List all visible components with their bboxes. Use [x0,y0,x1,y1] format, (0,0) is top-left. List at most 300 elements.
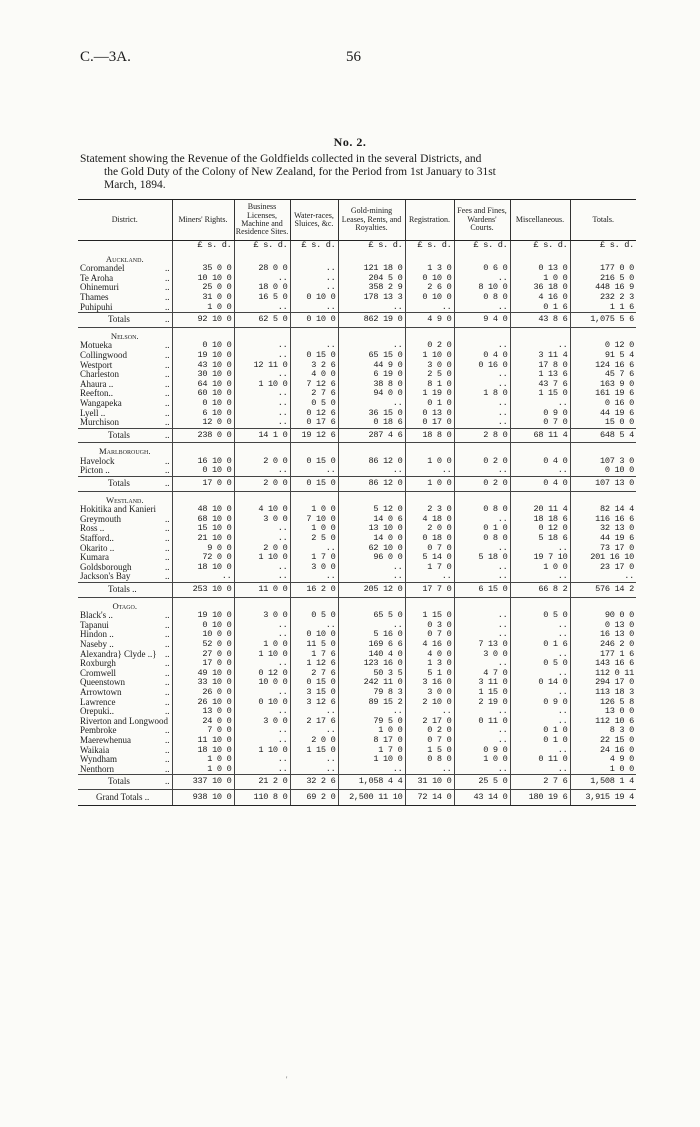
amount-cell: .. [454,544,510,554]
empty-cell [338,491,405,505]
amount-cell: 0 3 0 [405,621,454,631]
amount-cell: 5 12 0 [338,505,405,515]
amount-cell: .. [510,544,570,554]
amount-cell: 1 15 0 [405,611,454,621]
amount-cell: 19 12 6 [290,428,338,443]
amount-cell: 205 12 0 [338,583,405,598]
amount-cell: .. [454,611,510,621]
amount-cell: 21 10 0 [172,534,234,544]
district-label: Totals [108,429,130,440]
leader-dots: .. [165,302,170,312]
table-row [78,361,636,371]
empty-cell [405,443,454,457]
empty-cell [338,251,405,265]
district-name [78,572,172,582]
amount-cell: .. [234,351,290,361]
table-row [78,563,636,573]
amount-cell: .. [454,418,510,428]
empty-cell [510,491,570,505]
amount-cell: 0 10 0 [405,274,454,284]
leader-dots: .. [165,562,170,572]
amount-cell: .. [290,303,338,313]
amount-cell: 33 10 0 [172,678,234,688]
district-name [78,351,172,361]
leader-dots: .. [165,408,170,418]
amount-cell: 862 19 0 [338,313,405,328]
totals-row [78,428,636,443]
amount-cell: 66 8 2 [510,583,570,598]
amount-cell: .. [510,717,570,727]
leader-dots: .. [165,553,170,563]
leader-dots: .. [165,764,170,774]
amount-cell: 0 8 0 [454,293,510,303]
amount-cell: 1 0 0 [338,726,405,736]
totals-row [78,313,636,328]
amount-cell: .. [454,515,510,525]
amount-cell: 6 15 0 [454,583,510,598]
table-row [78,650,636,660]
amount-cell: 31 0 0 [172,293,234,303]
district-name [78,418,172,428]
amount-cell: 5 14 0 [405,553,454,563]
empty-cell [570,597,636,611]
amount-cell: 32 13 0 [570,524,636,534]
leader-dots: .. [165,456,170,466]
amount-cell: 65 5 0 [338,611,405,621]
amount-cell: .. [454,399,510,409]
amount-cell: 107 13 0 [570,477,636,492]
district-name [78,563,172,573]
amount-cell: 0 17 0 [405,418,454,428]
amount-cell: .. [405,303,454,313]
amount-cell: 0 10 0 [234,698,290,708]
amount-cell: 18 0 0 [234,283,290,293]
amount-cell: 8 17 0 [338,736,405,746]
amount-cell: .. [338,399,405,409]
district-label: Arrowtown [80,687,122,697]
amount-cell: 0 1 0 [510,736,570,746]
empty-cell [405,327,454,341]
district-label: Charleston [80,370,119,380]
amount-cell: 1 7 0 [338,746,405,756]
amount-cell: 0 12 0 [570,341,636,351]
empty-cell [454,443,510,457]
amount-cell: 5 16 0 [338,630,405,640]
amount-cell: .. [234,389,290,399]
amount-cell: .. [290,283,338,293]
amount-cell: 0 10 0 [172,621,234,631]
amount-cell: 20 11 4 [510,505,570,515]
leader-dots: .. [165,687,170,697]
table-row [78,283,636,293]
leader-dots: .. [165,478,170,489]
amount-cell: 9 4 0 [454,313,510,328]
amount-cell: 0 4 0 [510,477,570,492]
district-label: Coromandel [80,264,125,274]
amount-cell: 143 16 6 [570,659,636,669]
table-row [78,765,636,775]
district-label: Cromwell [80,668,116,678]
amount-cell: 178 13 3 [338,293,405,303]
amount-cell: 4 0 0 [290,370,338,380]
amount-cell: 19 10 0 [172,351,234,361]
col-header-gold-mining-leases: Gold-mining Leases, Rents, and Royalties. [338,200,405,241]
district-label: Murchison [80,418,119,428]
amount-cell: 10 10 0 [172,274,234,284]
amount-cell: 3 11 0 [454,678,510,688]
table-row [78,717,636,727]
district-name [78,726,172,736]
leader-dots: .. [165,534,170,544]
table-row [78,264,636,274]
amount-cell: 10 0 0 [172,630,234,640]
amount-cell: 163 9 0 [570,380,636,390]
table-row [78,707,636,717]
amount-cell: 18 18 6 [510,515,570,525]
amount-cell: 0 4 0 [454,351,510,361]
amount-cell: 14 1 0 [234,428,290,443]
amount-cell: .. [510,707,570,717]
district-name [78,303,172,313]
leader-dots: .. [165,697,170,707]
amount-cell: .. [405,707,454,717]
amount-cell: 161 19 6 [570,389,636,399]
amount-cell: 3 0 0 [454,650,510,660]
amount-cell: 2 8 0 [454,428,510,443]
table-row [78,698,636,708]
amount-cell: 44 19 6 [570,409,636,419]
table-row [78,726,636,736]
amount-cell: 0 13 0 [510,264,570,274]
document-number: No. 2. [333,135,367,149]
leader-dots: .. [165,429,170,440]
title-line-3: March, 1894. [104,179,166,191]
page-reference: C.—3A. [80,49,131,65]
amount-cell: 576 14 2 [570,583,636,598]
amount-cell: 0 4 0 [510,457,570,467]
amount-cell: 0 7 0 [405,630,454,640]
amount-cell: 0 2 0 [405,726,454,736]
district-heading: Marlborough. [99,446,151,457]
amount-cell: 0 18 6 [338,418,405,428]
district-label: Black's .. [80,611,113,621]
amount-cell: 0 15 0 [290,457,338,467]
amount-cell: .. [454,303,510,313]
amount-cell: 0 5 0 [290,611,338,621]
amount-cell: 1 10 0 [234,650,290,660]
amount-cell: 1,075 5 6 [570,313,636,328]
amount-cell: 89 15 2 [338,698,405,708]
amount-cell: 4 18 0 [405,515,454,525]
amount-cell: 1 0 0 [405,477,454,492]
amount-cell: 2 6 0 [405,283,454,293]
amount-cell: .. [290,466,338,476]
amount-cell: 6 19 0 [338,370,405,380]
amount-cell: 0 8 0 [454,505,510,515]
amount-cell: 201 16 10 [570,553,636,563]
empty-cell [338,443,405,457]
empty-cell [172,491,234,505]
amount-cell: .. [234,726,290,736]
amount-cell: 232 2 3 [570,293,636,303]
amount-cell: .. [234,707,290,717]
amount-cell: 140 4 0 [338,650,405,660]
amount-cell: 0 10 0 [290,313,338,328]
amount-cell: 68 11 4 [510,428,570,443]
amount-cell: .. [510,341,570,351]
amount-cell: 90 0 0 [570,611,636,621]
district-label: Lawrence [80,697,116,707]
amount-cell: 14 0 6 [338,515,405,525]
table-row [78,274,636,284]
district-label: Pembroke [80,726,117,736]
district-heading-row [78,491,636,505]
amount-cell: 648 5 4 [570,428,636,443]
amount-cell: 1 7 0 [405,563,454,573]
district-name [78,409,172,419]
amount-cell: .. [234,418,290,428]
table-row [78,466,636,476]
amount-cell: .. [290,341,338,351]
leader-dots: .. [165,611,170,621]
col-header-water-races: Water-races, Sluices, &c. [290,200,338,241]
amount-cell: .. [510,572,570,582]
amount-cell: 31 10 0 [405,775,454,790]
empty-cell [570,443,636,457]
amount-cell: 123 16 0 [338,659,405,669]
district-label: Motueka [80,341,112,351]
amount-cell: 180 19 6 [510,789,570,806]
amount-cell: 3 11 4 [510,351,570,361]
amount-cell: 5 18 6 [510,534,570,544]
amount-cell: 17 0 0 [172,659,234,669]
amount-cell: 1 0 0 [172,765,234,775]
amount-cell: 358 2 9 [338,283,405,293]
amount-cell: 72 14 0 [405,789,454,806]
empty-cell [454,251,510,265]
amount-cell: 0 11 0 [510,755,570,765]
amount-cell: .. [454,765,510,775]
amount-cell: .. [234,736,290,746]
district-name [78,765,172,775]
amount-cell: 19 10 0 [172,611,234,621]
leader-dots: .. [165,360,170,370]
units-label [78,241,172,251]
unit-cell: £ s. d. [454,241,510,251]
amount-cell: 253 10 0 [172,583,234,598]
amount-cell: 23 17 0 [570,563,636,573]
amount-cell: 6 10 0 [172,409,234,419]
empty-cell [234,327,290,341]
district-name [78,457,172,467]
amount-cell: .. [234,466,290,476]
table-row [78,399,636,409]
amount-cell: 2 0 0 [234,457,290,467]
amount-cell: .. [234,572,290,582]
table-row [78,303,636,313]
amount-cell: 0 15 0 [290,477,338,492]
empty-cell [234,597,290,611]
leader-dots: .. [165,735,170,745]
amount-cell: .. [454,736,510,746]
amount-cell: 43 8 6 [510,313,570,328]
amount-cell: .. [454,726,510,736]
amount-cell: .. [234,659,290,669]
leader-dots: .. [165,314,170,325]
amount-cell: 26 10 0 [172,698,234,708]
amount-cell: 3 12 6 [290,698,338,708]
amount-cell: 45 7 6 [570,370,636,380]
table-row [78,755,636,765]
district-name [78,583,172,598]
amount-cell: 69 2 0 [290,789,338,806]
amount-cell: 21 2 0 [234,775,290,790]
amount-cell: 48 10 0 [172,505,234,515]
district-label: Totals [108,776,130,787]
district-name [78,466,172,476]
district-name [78,293,172,303]
district-name [78,736,172,746]
table-row [78,534,636,544]
amount-cell: 26 0 0 [172,688,234,698]
amount-cell: 0 6 0 [454,264,510,274]
amount-cell: .. [234,370,290,380]
amount-cell: 15 0 0 [570,418,636,428]
amount-cell: 4 16 0 [510,293,570,303]
amount-cell: 28 0 0 [234,264,290,274]
title-line-1: Statement showing the Revenue of the Goldfields collected in the several Districts, and [80,153,482,165]
amount-cell: 52 0 0 [172,640,234,650]
district-name [78,717,172,727]
district-name [78,515,172,525]
amount-cell: 112 10 6 [570,717,636,727]
amount-cell: 1,058 4 4 [338,775,405,790]
amount-cell: 4 10 0 [234,505,290,515]
unit-cell: £ s. d. [234,241,290,251]
amount-cell: 216 5 0 [570,274,636,284]
leader-dots: .. [165,659,170,669]
totals-row [78,477,636,492]
table-row [78,621,636,631]
amount-cell: 36 15 0 [338,409,405,419]
empty-cell [454,327,510,341]
amount-cell: .. [290,726,338,736]
amount-cell: 0 9 0 [510,409,570,419]
district-heading-row [78,443,636,457]
amount-cell: 1 1 6 [570,303,636,313]
statement-title [80,153,635,192]
amount-cell: 3 2 6 [290,361,338,371]
amount-cell: 86 12 0 [338,457,405,467]
amount-cell: 2 3 0 [405,505,454,515]
amount-cell: 0 12 0 [510,524,570,534]
district-label: Okarito .. [80,543,115,553]
amount-cell: 15 10 0 [172,524,234,534]
district-name [78,361,172,371]
amount-cell: .. [454,409,510,419]
empty-cell [405,597,454,611]
amount-cell: 13 10 0 [338,524,405,534]
amount-cell: 0 8 0 [454,534,510,544]
empty-cell [172,443,234,457]
col-header-business-licenses: Business Licenses, Machine and Residence Sites. [234,200,290,241]
empty-cell [290,251,338,265]
district-label: Stafford.. [80,534,114,544]
leader-dots: .. [165,755,170,765]
amount-cell: .. [338,303,405,313]
district-name [78,659,172,669]
amount-cell: .. [510,669,570,679]
district-name [78,678,172,688]
amount-cell: 3,915 19 4 [570,789,636,806]
amount-cell: .. [454,380,510,390]
table-row [78,746,636,756]
leader-dots: .. [165,572,170,582]
district-name [78,688,172,698]
amount-cell: 16 13 0 [570,630,636,640]
amount-cell: 16 10 0 [172,457,234,467]
amount-cell: .. [454,466,510,476]
amount-cell: 204 5 0 [338,274,405,284]
amount-cell: 1 3 0 [405,264,454,274]
amount-cell: 1 0 0 [570,765,636,775]
empty-cell [454,597,510,611]
amount-cell: 22 15 0 [570,736,636,746]
amount-cell: 3 0 0 [234,717,290,727]
empty-cell [172,251,234,265]
district-name [78,640,172,650]
unit-cell: £ s. d. [338,241,405,251]
leader-dots: .. [165,745,170,755]
amount-cell: 32 2 6 [290,775,338,790]
amount-cell: 0 5 0 [510,659,570,669]
amount-cell: 30 10 0 [172,370,234,380]
amount-cell: 17 7 0 [405,583,454,598]
revenue-table [78,199,636,806]
district-label: Ahaura .. [80,379,114,389]
amount-cell: .. [234,341,290,351]
amount-cell: 1 15 0 [454,688,510,698]
amount-cell: .. [290,707,338,717]
district-label: Lyell .. [80,408,106,418]
leader-dots: .. [165,466,170,476]
amount-cell: 0 7 0 [510,418,570,428]
amount-cell: 1 7 0 [290,553,338,563]
amount-cell: .. [234,765,290,775]
amount-cell: 337 10 0 [172,775,234,790]
amount-cell: 0 10 0 [172,466,234,476]
amount-cell: 62 10 0 [338,544,405,554]
amount-cell: 43 7 6 [510,380,570,390]
amount-cell: 7 13 0 [454,640,510,650]
amount-cell: 2 17 6 [290,717,338,727]
leader-dots: .. [165,398,170,408]
amount-cell: 0 1 0 [510,726,570,736]
amount-cell: 3 16 0 [405,678,454,688]
district-label: Waikaia [80,745,110,755]
amount-cell: 2 7 6 [290,389,338,399]
table-row [78,457,636,467]
amount-cell: .. [234,630,290,640]
amount-cell: 4 0 0 [405,650,454,660]
amount-cell: 25 0 0 [172,283,234,293]
district-heading: Nelson. [110,330,139,341]
amount-cell: 0 18 0 [405,534,454,544]
district-heading-row [78,597,636,611]
amount-cell: .. [510,466,570,476]
amount-cell: 246 2 0 [570,640,636,650]
amount-cell: 25 5 0 [454,775,510,790]
